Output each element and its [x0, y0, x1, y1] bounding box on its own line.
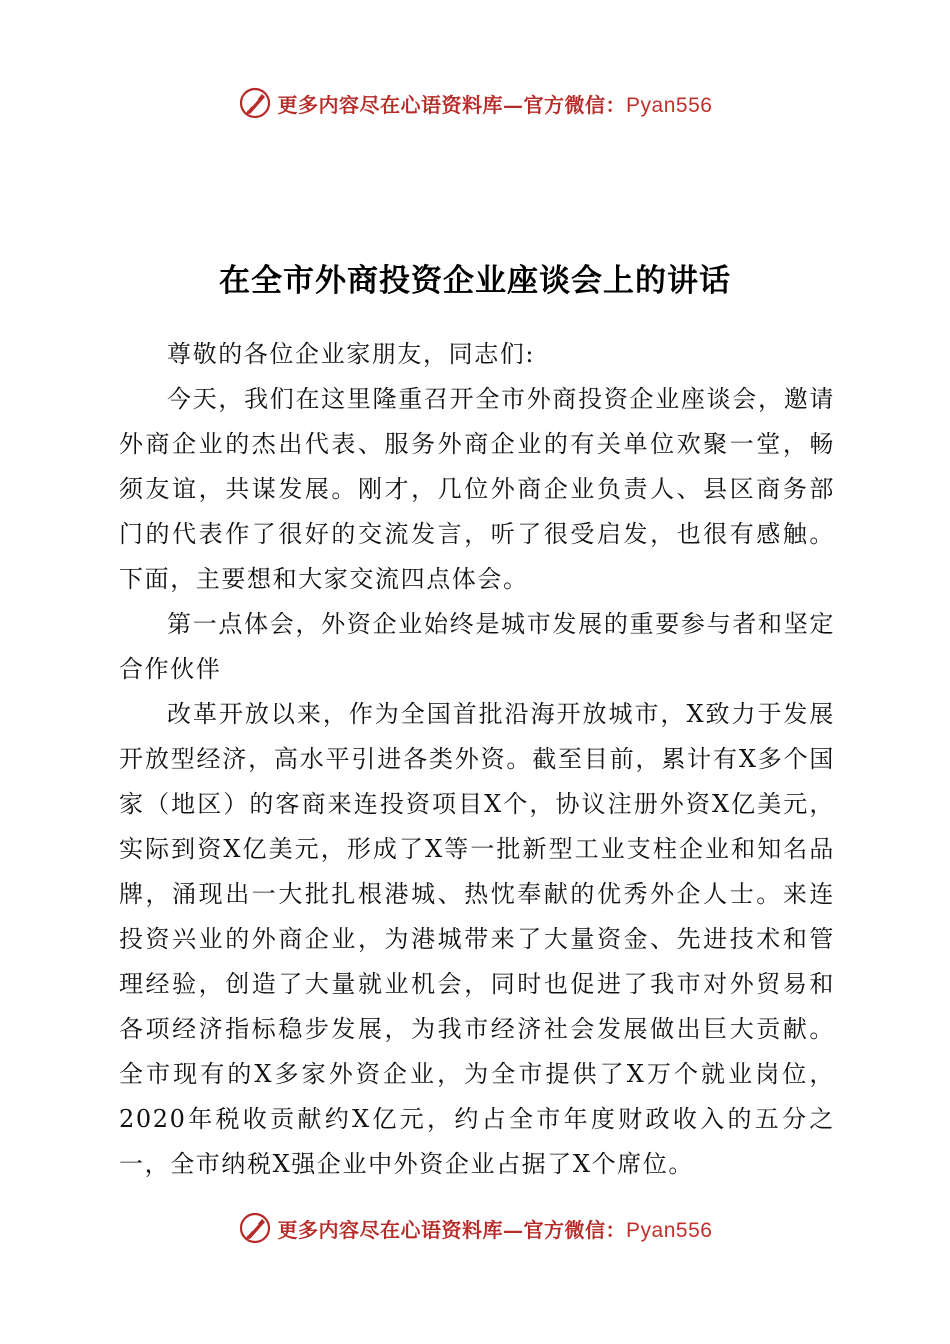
quill-pen-circle-icon — [238, 86, 272, 120]
document-body — [119, 332, 835, 1187]
watermark-main-text: 更多内容尽在心语资料库 — [277, 1217, 504, 1242]
salutation-paragraph: 尊敬的各位企业家朋友，同志们: — [167, 340, 536, 368]
watermark-wechat-label: 官方微信： — [523, 1217, 627, 1242]
footer-watermark-banner — [0, 1203, 950, 1253]
section-heading-paragraph: 第一点体会，外资企业始终是城市发展的重要参与者和坚定合作伙伴 — [119, 610, 835, 683]
quill-pen-circle-icon — [238, 1211, 272, 1245]
intro-paragraph: 今天，我们在这里隆重召开全市外商投资企业座谈会，邀请外商企业的杰出代表、服务外商企业的有关单位欢聚一堂，畅须友谊，共谋发展。刚才，几位外商企业负责人、县区商务部门的代表作了很好的交流发言，听了很受启发，也很有感触。下面，主要想和大家交流四点体会。 — [119, 385, 835, 593]
watermark-wechat-label: 官方微信： — [523, 92, 627, 117]
footer-watermark-text — [278, 1214, 713, 1243]
watermark-main-text: 更多内容尽在心语资料库 — [277, 92, 504, 117]
document-title: 在全市外商投资企业座谈会上的讲话 — [219, 263, 731, 299]
header-watermark-banner — [0, 78, 950, 128]
body-paragraph: 改革开放以来，作为全国首批沿海开放城市，X致力于发展开放型经济，高水平引进各类外资。截至目前，累计有X多个国家（地区）的客商来连投资项目X个，协议注册外资X亿美元，实际到资X亿美元，形成了X等一批新型工业支柱企业和知名品牌，涌现出一大批扎根港城、热忱奉献的优秀外企人士。来连投资兴业的外商企业，为港城带来了大量资金、先进技术和管理经验，创造了大量就业机会，同时也促进了我市对外贸易和各项经济指标稳步发展，为我市经济社会发展做出巨大贡献。全市现有的X多家外资企业，为全市提供了X万个就业岗位，2020年税收贡献约X亿元，约占全市年度财政收入的五分之一，全市纳税X强企业中外资企业占据了X个席位。 — [119, 700, 835, 1178]
watermark-dash: — — [503, 1217, 524, 1242]
watermark-wechat-id: Pyan556 — [626, 93, 713, 117]
header-watermark-text — [278, 89, 713, 118]
watermark-wechat-id: Pyan556 — [626, 1218, 713, 1242]
watermark-dash: — — [503, 92, 524, 117]
